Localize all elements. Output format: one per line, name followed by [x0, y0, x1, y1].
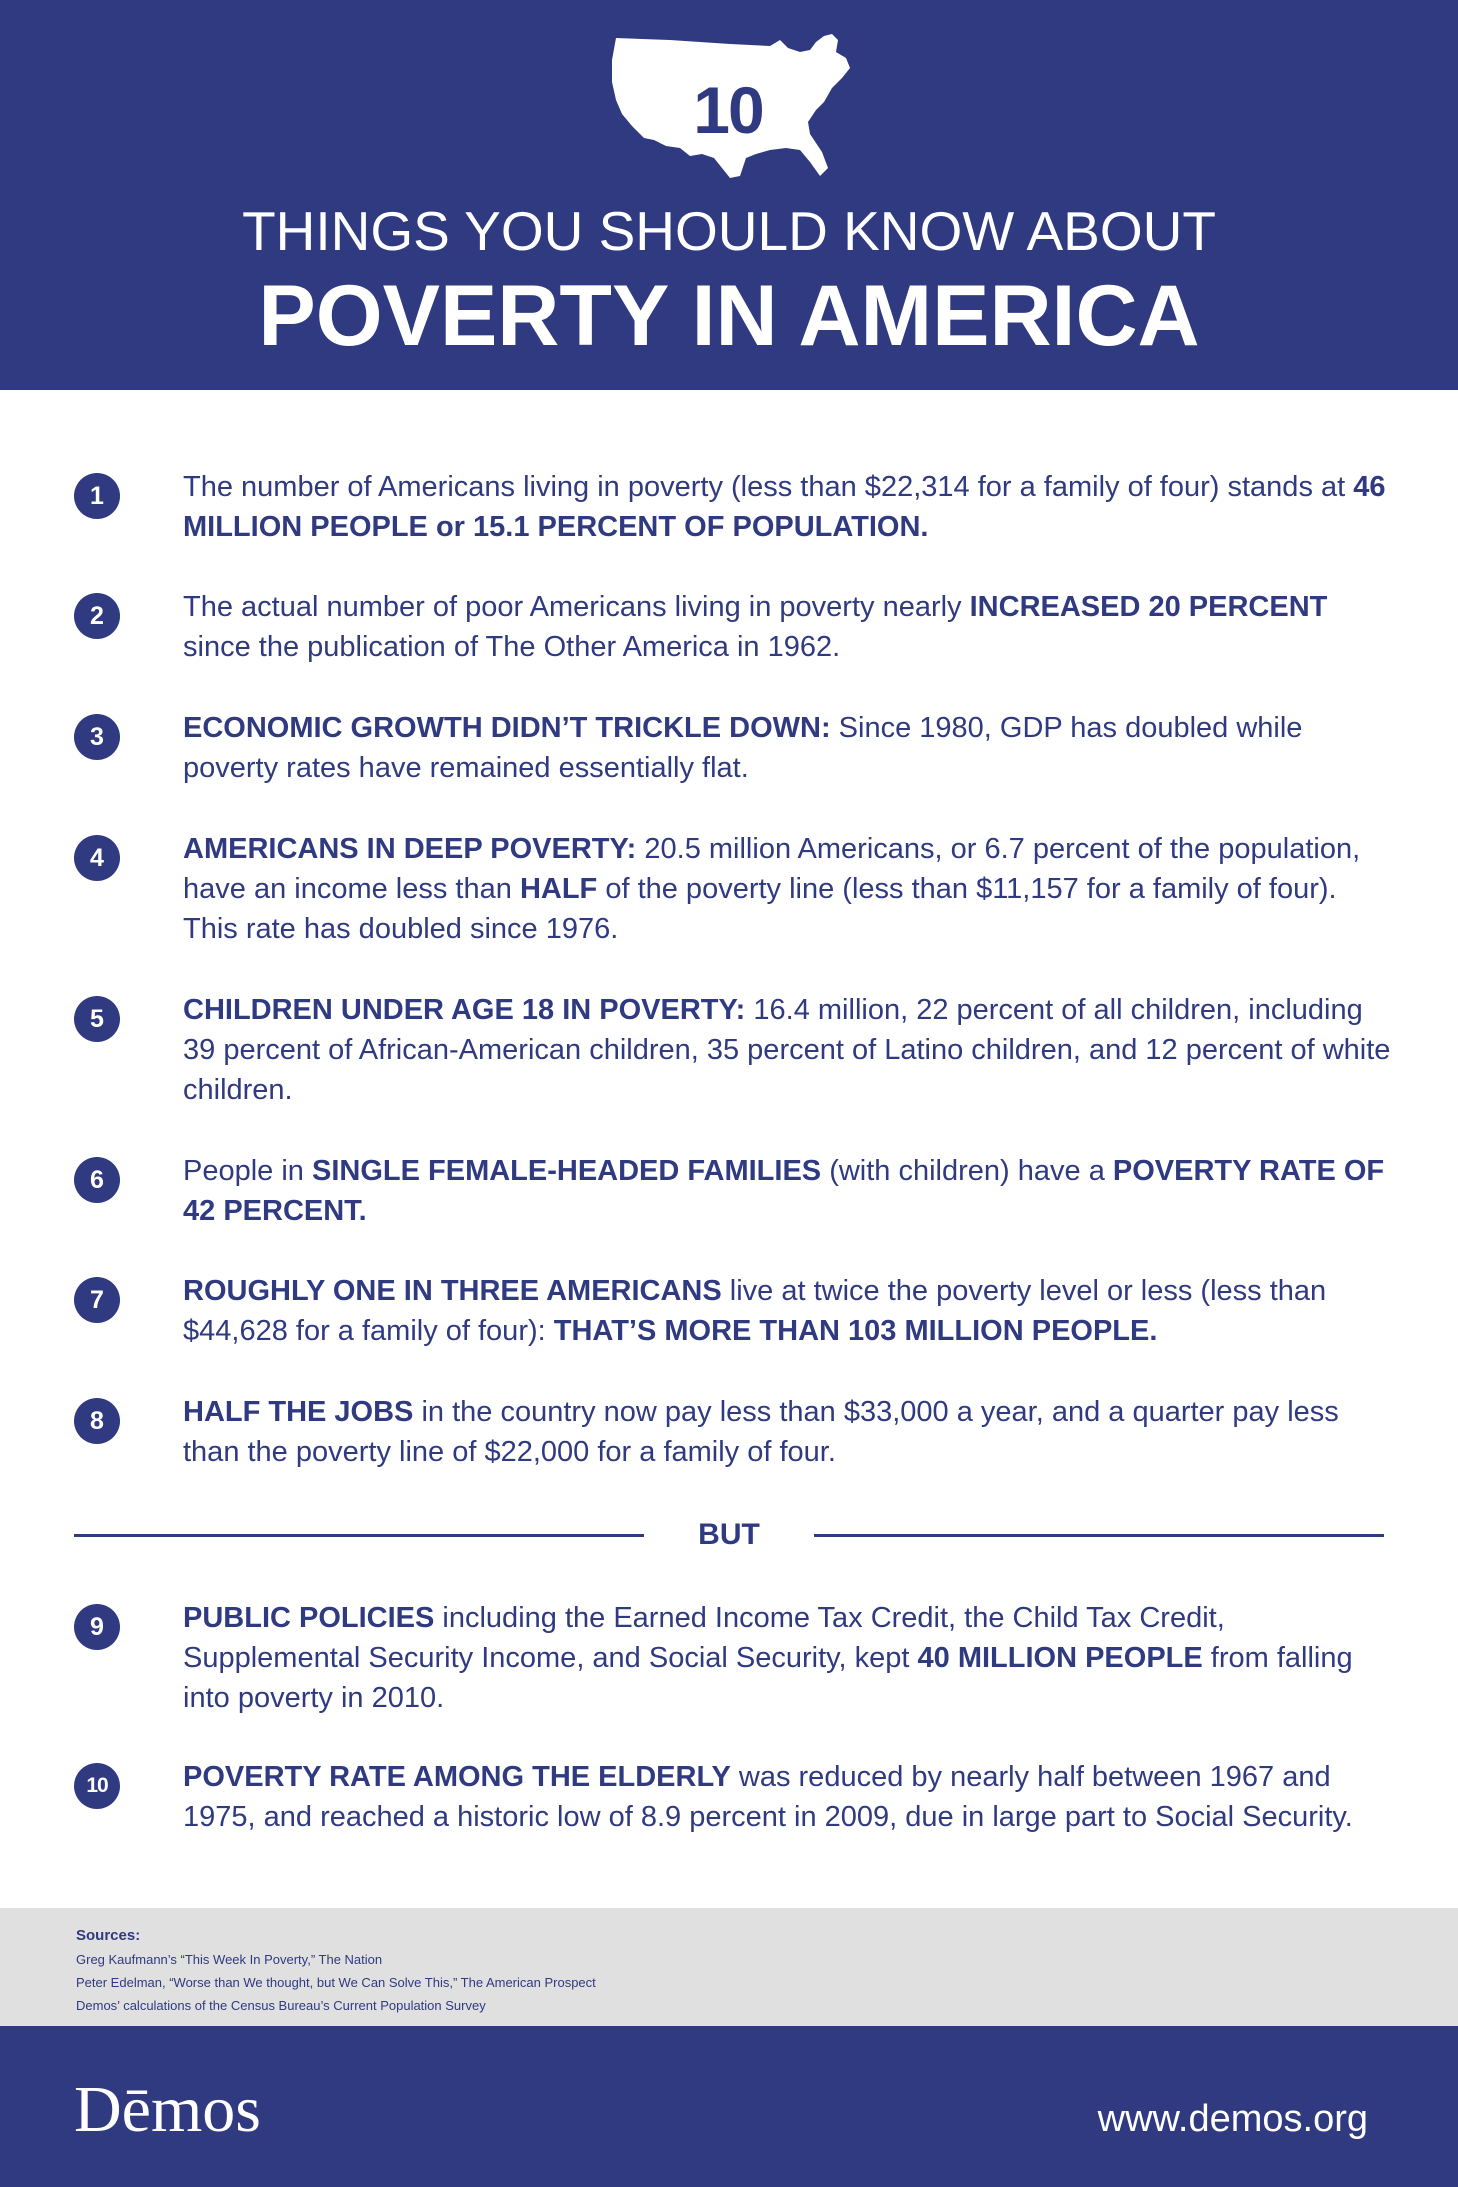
footer-banner — [0, 2026, 1458, 2187]
website-link[interactable]: www.demos.org — [1097, 2098, 1368, 2140]
fact-number-badge: 2 — [74, 593, 120, 639]
fact-number-badge: 7 — [74, 1277, 120, 1323]
fact-text — [183, 829, 1393, 949]
fact-highlight: HALF THE JOBS — [183, 1396, 414, 1428]
fact-text-segment: of the poverty line (less than $11,157 for a family of four). This rate has doubled since 1976. — [183, 873, 1337, 945]
fact-highlight: POVERTY RATE AMONG THE ELDERLY — [183, 1761, 731, 1793]
fact-text-segment: in the country now pay less than $33,000 a year, and a quarter pay less than the poverty line of $22,000 for a family of four. — [183, 1396, 1339, 1468]
fact-text-segment: 16.4 million, 22 percent of all children, including 39 percent of African-American children, 35 percent of Latino children, and 12 percent of white children. — [183, 994, 1391, 1106]
fact-text-segment: live at twice the poverty level or less (less than $44,628 for a family of four): — [183, 1275, 1327, 1347]
fact-highlight: HALF — [519, 873, 598, 905]
fact-text-segment: 20.5 million Americans, or 6.7 percent of the population, have an income less than — [183, 833, 1361, 905]
fact-text — [183, 990, 1393, 1110]
fact-number-badge: 4 — [74, 835, 120, 881]
fact-text-segment: The actual number of poor Americans living in poverty nearly — [183, 591, 970, 623]
fact-text-segment: People in — [183, 1155, 312, 1187]
fact-text — [183, 1598, 1393, 1718]
fact-highlight: CHILDREN UNDER AGE 18 IN POVERTY: — [183, 994, 746, 1026]
fact-highlight: ROUGHLY ONE IN THREE AMERICANS — [183, 1275, 722, 1307]
divider-line-right — [814, 1534, 1384, 1537]
fact-highlight: SINGLE FEMALE-HEADED FAMILIES — [312, 1155, 822, 1187]
fact-number-badge: 8 — [74, 1398, 120, 1444]
fact-highlight: PUBLIC POLICIES — [183, 1602, 435, 1634]
fact-highlight: POVERTY RATE OF 42 PERCENT. — [183, 1155, 1385, 1227]
badge-number: 10 — [693, 73, 763, 147]
fact-text — [183, 587, 1393, 667]
fact-highlight: INCREASED 20 PERCENT — [969, 591, 1328, 623]
fact-text-segment: The number of Americans living in poverty (less than $22,314 for a family of four) stands at — [183, 471, 1354, 503]
fact-text — [183, 1757, 1393, 1837]
fact-text — [183, 467, 1393, 547]
page-title: POVERTY IN AMERICA — [258, 268, 1200, 364]
source-line: Greg Kaufmann’s “This Week In Poverty,” The Nation — [76, 1952, 383, 1967]
fact-highlight: ECONOMIC GROWTH DIDN’T TRICKLE DOWN: — [183, 712, 831, 744]
fact-text — [183, 1271, 1393, 1351]
fact-number-badge: 5 — [74, 996, 120, 1042]
fact-text-segment: Since 1980, GDP has doubled while poverty rates have remained essentially flat. — [183, 712, 1303, 784]
sources-heading: Sources: — [76, 1927, 141, 1944]
fact-highlight: AMERICANS IN DEEP POVERTY: — [183, 833, 637, 865]
usa-map-icon — [610, 30, 864, 188]
fact-text-segment: since the publication of The Other America in 1962. — [183, 631, 841, 663]
fact-number-badge: 3 — [74, 714, 120, 760]
fact-text — [183, 708, 1393, 788]
fact-number-badge: 1 — [74, 473, 120, 519]
source-line: Demos’ calculations of the Census Bureau’s Current Population Survey — [76, 1998, 486, 2013]
sources-panel — [0, 1908, 1458, 2026]
fact-highlight: THAT’S MORE THAN 103 MILLION PEOPLE. — [553, 1315, 1158, 1347]
fact-highlight: 46 MILLION PEOPLE or 15.1 PERCENT OF POPULATION. — [183, 471, 1386, 543]
divider-line-left — [74, 1534, 644, 1537]
fact-text — [183, 1151, 1393, 1231]
demos-logo: Dēmos — [74, 2073, 261, 2146]
fact-number-badge: 9 — [74, 1604, 120, 1650]
fact-highlight: 40 MILLION PEOPLE — [917, 1642, 1203, 1674]
divider-label: BUT — [698, 1518, 760, 1551]
fact-text-segment: (with children) have a — [821, 1155, 1113, 1187]
fact-number-badge: 10 — [74, 1763, 120, 1809]
source-line: Peter Edelman, “Worse than We thought, but We Can Solve This,” The American Prospect — [76, 1975, 596, 1990]
fact-text-segment: including the Earned Income Tax Credit, the Child Tax Credit, Supplemental Security Income, and Social Security, kept — [183, 1602, 1225, 1674]
divider — [74, 1515, 1384, 1555]
header-banner — [0, 0, 1458, 390]
fact-text-segment: from falling into poverty in 2010. — [183, 1642, 1353, 1714]
page-subtitle: THINGS YOU SHOULD KNOW ABOUT — [242, 200, 1216, 262]
fact-number-badge: 6 — [74, 1157, 120, 1203]
fact-text — [183, 1392, 1393, 1472]
fact-text-segment: was reduced by nearly half between 1967 and 1975, and reached a historic low of 8.9 percent in 2009, due in large part to Social Security. — [183, 1761, 1353, 1833]
